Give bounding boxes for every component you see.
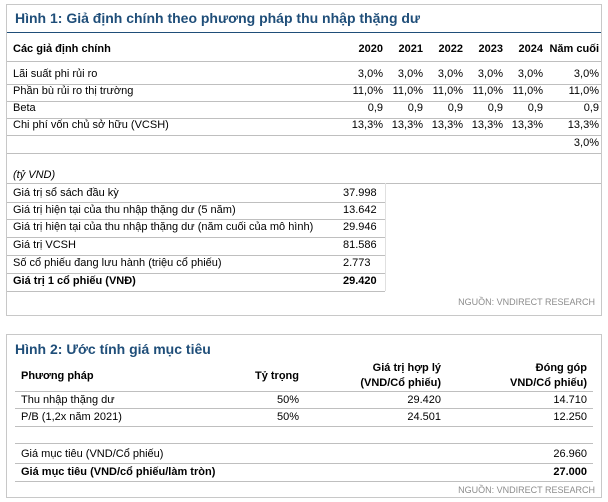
method-contribution: 12.250	[553, 411, 587, 423]
row-value: 0,9	[527, 102, 543, 114]
header-contribution: Đóng góp	[535, 362, 587, 374]
table-2-panel	[6, 334, 602, 498]
row-value: 0,9	[447, 102, 463, 114]
valuation-value: 13.642	[343, 204, 377, 216]
row-value: 13,3%	[567, 119, 599, 131]
method-contribution: 14.710	[553, 394, 587, 406]
row-value: 3,0%	[397, 68, 423, 80]
header-col-terminal: Năm cuối	[549, 43, 599, 55]
row-value: 13,3%	[511, 119, 543, 131]
valuation-value: 29.946	[343, 221, 377, 233]
header-col-2024: 2024	[518, 43, 543, 55]
header-weight: Tỷ trọng	[255, 370, 299, 382]
row-label: Beta	[13, 102, 36, 114]
row-divider	[7, 153, 601, 154]
valuation-value: 29.420	[343, 275, 377, 287]
row-value: 3,0%	[437, 68, 463, 80]
method-weight: 50%	[276, 394, 299, 406]
row-label: Chi phí vốn chủ sở hữu (VCSH)	[13, 119, 169, 131]
row-value: 11,0%	[568, 85, 599, 97]
valuation-label: Giá trị 1 cổ phiếu (VNĐ)	[13, 275, 136, 287]
header-fair-value: Giá trị hợp lý	[372, 362, 441, 374]
row-value: 11,0%	[352, 85, 383, 97]
method-fair-value: 24.501	[407, 411, 441, 423]
row-value: 3,0%	[357, 68, 383, 80]
method-fair-value: 29.420	[407, 394, 441, 406]
row-value: 11,0%	[472, 85, 503, 97]
valuation-value: 81.586	[343, 239, 377, 251]
valuation-label: Giá trị hiện tại của thu nhập thặng dư (5 năm)	[13, 204, 236, 216]
row-value: 3,0%	[573, 68, 599, 80]
row-label: Lãi suất phi rủi ro	[13, 68, 98, 80]
header-col-2020: 2020	[358, 43, 383, 55]
row-value: 0,9	[583, 102, 599, 114]
header-method: Phương pháp	[21, 370, 94, 382]
header-contribution-unit: VND/Cổ phiếu)	[510, 377, 587, 389]
row-value: 0,9	[407, 102, 423, 114]
row-label: Phần bù rủi ro thị trường	[13, 85, 134, 97]
row-divider	[15, 463, 593, 464]
valuation-value: 37.998	[343, 187, 377, 199]
row-value: 13,3%	[471, 119, 503, 131]
valuation-value: 2.773	[343, 257, 371, 269]
header-col-2022: 2022	[438, 43, 463, 55]
valuation-label: Giá trị sổ sách đầu kỳ	[13, 187, 119, 199]
row-value: 11,0%	[512, 85, 543, 97]
row-value: 11,0%	[432, 85, 463, 97]
valuation-label: Giá trị VCSH	[13, 239, 76, 251]
row-divider	[15, 426, 593, 427]
row-value: 13,3%	[351, 119, 383, 131]
row-value: 13,3%	[431, 119, 463, 131]
row-divider	[15, 481, 593, 482]
target-price-rounded-label: Giá mục tiêu (VND/cổ phiếu/làm tròn)	[21, 466, 216, 478]
table-1-panel	[6, 4, 602, 316]
row-divider	[7, 135, 601, 136]
row-value: 11,0%	[392, 85, 423, 97]
row-value: 0,9	[487, 102, 503, 114]
header-col-2021: 2021	[398, 43, 423, 55]
table-2-title: Hình 2: Ước tính giá mục tiêu	[15, 341, 211, 357]
method-weight: 50%	[276, 411, 299, 423]
row-value: 3,0%	[477, 68, 503, 80]
row-value: 0,9	[367, 102, 383, 114]
header-divider	[7, 61, 601, 62]
method-name: P/B (1,2x năm 2021)	[21, 411, 122, 423]
header-col-2023: 2023	[478, 43, 503, 55]
target-price-rounded-value: 27.000	[553, 466, 587, 478]
row-divider	[7, 183, 601, 184]
column-divider	[385, 183, 386, 291]
extra-value: 3,0%	[573, 137, 599, 149]
valuation-label: Số cổ phiếu đang lưu hành (triệu cổ phiếu)	[13, 257, 222, 269]
row-divider	[7, 291, 385, 292]
row-value: 13,3%	[391, 119, 423, 131]
method-name: Thu nhập thặng dư	[21, 394, 115, 406]
valuation-label: Giá trị hiện tại của thu nhập thặng dư (năm cuối của mô hình)	[13, 221, 314, 233]
header-divider	[15, 391, 593, 392]
row-value: 3,0%	[517, 68, 543, 80]
table-1-title: Hình 1: Giả định chính theo phương pháp thu nhập thặng dư	[15, 10, 421, 26]
target-price-label: Giá mục tiêu (VND/Cổ phiếu)	[21, 448, 164, 460]
unit-label: (tỷ VND)	[13, 169, 56, 181]
row-divider	[15, 408, 593, 409]
header-fair-value-unit: (VND/Cổ phiếu)	[360, 377, 441, 389]
row-divider	[15, 443, 593, 444]
header-label: Các giả định chính	[13, 43, 111, 55]
target-price-value: 26.960	[553, 448, 587, 460]
source-note: NGUỒN: VNDIRECT RESEARCH	[458, 485, 595, 495]
source-note: NGUỒN: VNDIRECT RESEARCH	[458, 297, 595, 307]
title-divider	[7, 32, 601, 33]
